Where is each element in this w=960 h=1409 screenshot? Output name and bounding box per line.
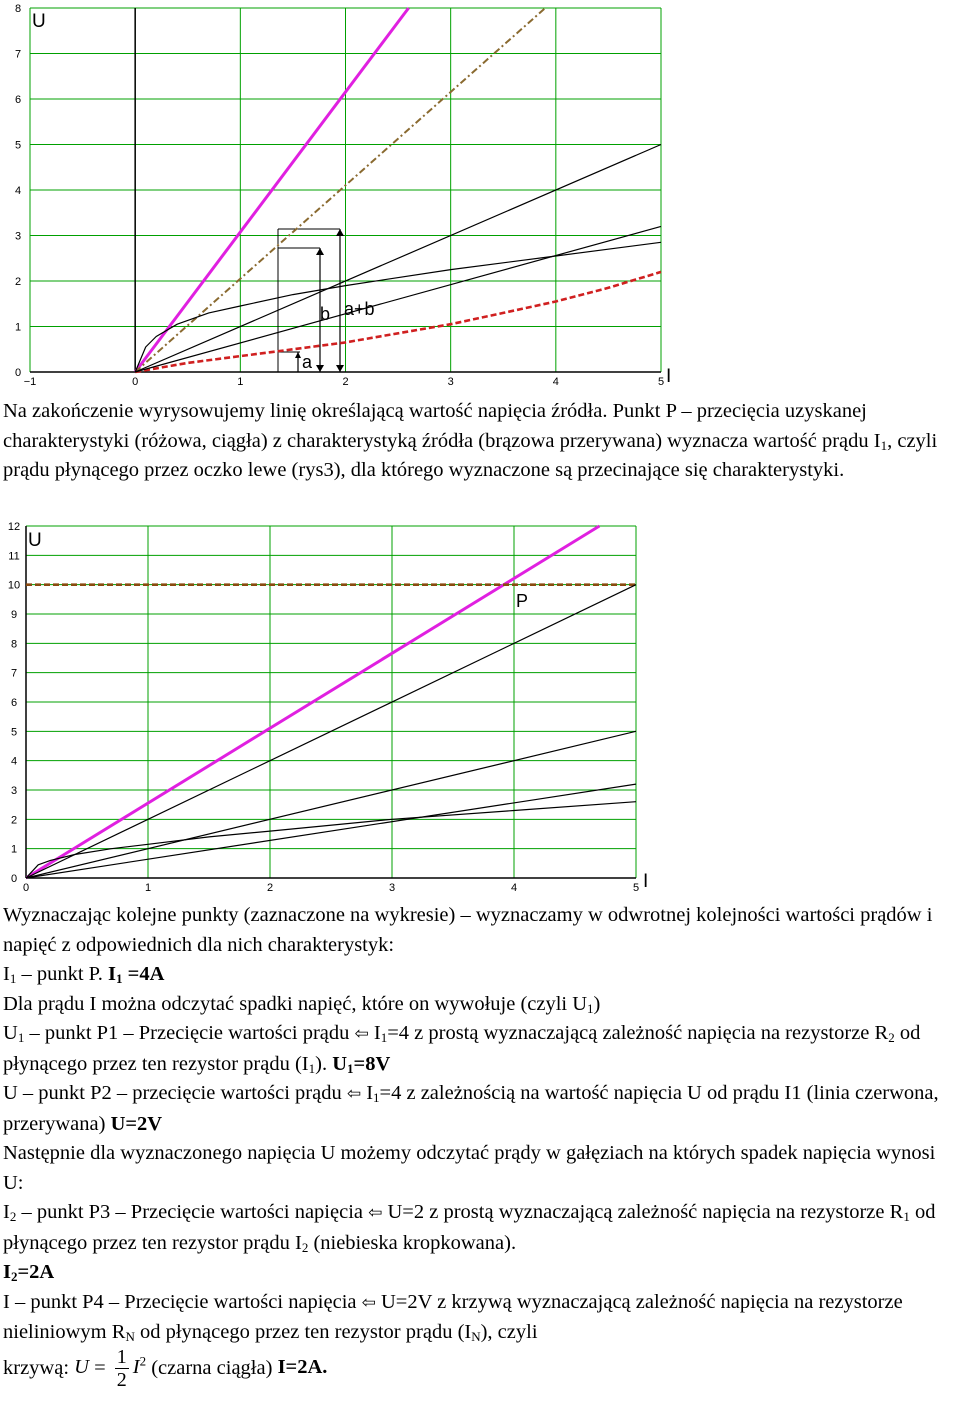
y-tick-label: 4 <box>10 755 18 768</box>
series-line <box>135 145 661 373</box>
paragraph-intro: Na zakończenie wyrysowujemy linię określającą wartość napięcia źródła. Punkt P – przecięcia uzyskanej charakterystyki (różowa, ciągła) z charakterystyką źródła (brązowa przerywana) wyznacza wartość prądu $I_1$, czyli prądu płynącego przez oczko lewe (rys3), dla którego wyznaczone są przecinające się charakterystyki. <box>3 400 938 481</box>
y-tick-label: 6 <box>10 697 18 709</box>
y-tick-label: 0 <box>10 873 18 885</box>
chart-2-ticks <box>8 521 639 894</box>
y-tick-label: 1 <box>14 321 22 334</box>
arrowhead <box>336 229 344 236</box>
annotation-a-plus-b: a+b <box>344 299 375 319</box>
y-tick-label: 9 <box>10 609 18 621</box>
y-tick-label: 6 <box>14 94 22 106</box>
x-tick-label: 0 <box>132 376 139 388</box>
y-tick-label: 2 <box>10 814 18 827</box>
y-tick-label: 1 <box>10 843 18 856</box>
y-axis-label: U <box>32 11 46 32</box>
left-arrow-icon: ⇦ <box>368 1203 383 1223</box>
y-tick-label: 4 <box>14 185 22 197</box>
y-tick-label: 5 <box>14 139 22 152</box>
series-line <box>26 802 636 878</box>
y-tick-label: 3 <box>14 230 22 243</box>
series-line <box>135 242 661 372</box>
fraction: $\frac{1}{2}$ <box>116 1346 127 1391</box>
series-line <box>135 226 661 372</box>
arrowhead <box>316 248 324 255</box>
x-tick-label: 1 <box>237 376 244 388</box>
left-arrow-icon: ⇦ <box>354 1024 369 1044</box>
paragraph-steps: Wyznaczając kolejne punkty (zaznaczone na wykresie) – wyznaczamy w odwrotnej kolejności wartości prądów i napięć z odpowiednich dla nich charakterystyk: $I_1$ – punkt P. $I_1 =4A$ Dla prądu I można odczytać spadki napięć, które on wywołuje (czyli $U_1$) $U_1$ – punkt P1 – Przecięcie wartości prądu ⇦ $I_1=4$ z prostą wyznaczającą zależność napięcia na rezystorze $R_2$ od płynącego przez ten rezystor prądu $(I_1)$. $U_1=8V$ U – punkt P2 – przecięcie wartości prądu ⇦ $I_1=4$ z zależnością na wartość napięcia U od prądu I1 (linia czerwona, przerywana) U=2V Następnie dla wyznaczonego napięcia U możemy odczytać prądy w gałęziach na których spadek napięcia wynosi U: $I_2$ – punkt P3 – Przecięcie wartości napięcia ⇦ U=2 z prostą wyznaczającą zależność napięcia na rezystorze $R_1$ od płynącego przez ten rezystor prądu $I_2$ (niebieska kropkowana). $I_2=2A$ I – punkt P4 – Przecięcie wartości napięcia ⇦ U=2V z krzywą wyznaczającą zależność napięcia na rezystorze nieliniowym $R_N$ od płynącego przez ten rezystor prądu $(I_N)$, czyli <box>3 904 939 1344</box>
series-line <box>26 784 636 878</box>
chart-2 <box>0 516 660 894</box>
y-tick-label: 8 <box>14 3 22 15</box>
series-line <box>135 272 661 372</box>
x-tick-label: 4 <box>552 376 559 388</box>
formula-line: krzywą: U = $\frac{1}{2}$ $I^2$ (czarna ciągła) I=2A. <box>3 1346 328 1391</box>
y-tick-label: 7 <box>10 667 18 680</box>
arrowhead <box>336 365 344 372</box>
x-tick-label: −1 <box>23 376 37 388</box>
y-tick-label: 7 <box>14 48 22 61</box>
y-tick-label: 0 <box>14 367 22 379</box>
left-arrow-icon: ⇦ <box>346 1084 362 1104</box>
y-axis-label: U <box>28 530 42 551</box>
x-tick-label: 3 <box>388 882 396 894</box>
left-arrow-icon: ⇦ <box>361 1292 376 1313</box>
x-tick-label: 0 <box>22 882 30 894</box>
x-axis-label: I <box>666 366 672 387</box>
x-tick-label: 2 <box>342 376 349 388</box>
point-p-label: P <box>516 591 529 611</box>
y-tick-label: 5 <box>10 726 18 739</box>
x-tick-label: 4 <box>510 882 518 894</box>
series-line <box>26 731 636 878</box>
x-axis-label: I <box>643 871 649 892</box>
x-tick-label: 2 <box>266 882 274 894</box>
annotation-a: a <box>302 352 313 372</box>
x-tick-label: 1 <box>144 882 152 894</box>
x-tick-label: 5 <box>632 882 640 894</box>
y-tick-label: 3 <box>10 785 18 797</box>
y-tick-label: 10 <box>7 579 21 592</box>
y-tick-label: 8 <box>10 638 18 651</box>
x-tick-label: 3 <box>447 376 454 388</box>
chart-1 <box>0 0 670 392</box>
arrowhead <box>295 352 301 358</box>
y-tick-label: 2 <box>14 276 22 288</box>
y-tick-label: 11 <box>8 550 20 563</box>
x-tick-label: 5 <box>657 376 665 388</box>
y-tick-label: 12 <box>7 521 21 533</box>
annotation-b: b <box>320 304 331 324</box>
arrowhead <box>316 365 324 372</box>
